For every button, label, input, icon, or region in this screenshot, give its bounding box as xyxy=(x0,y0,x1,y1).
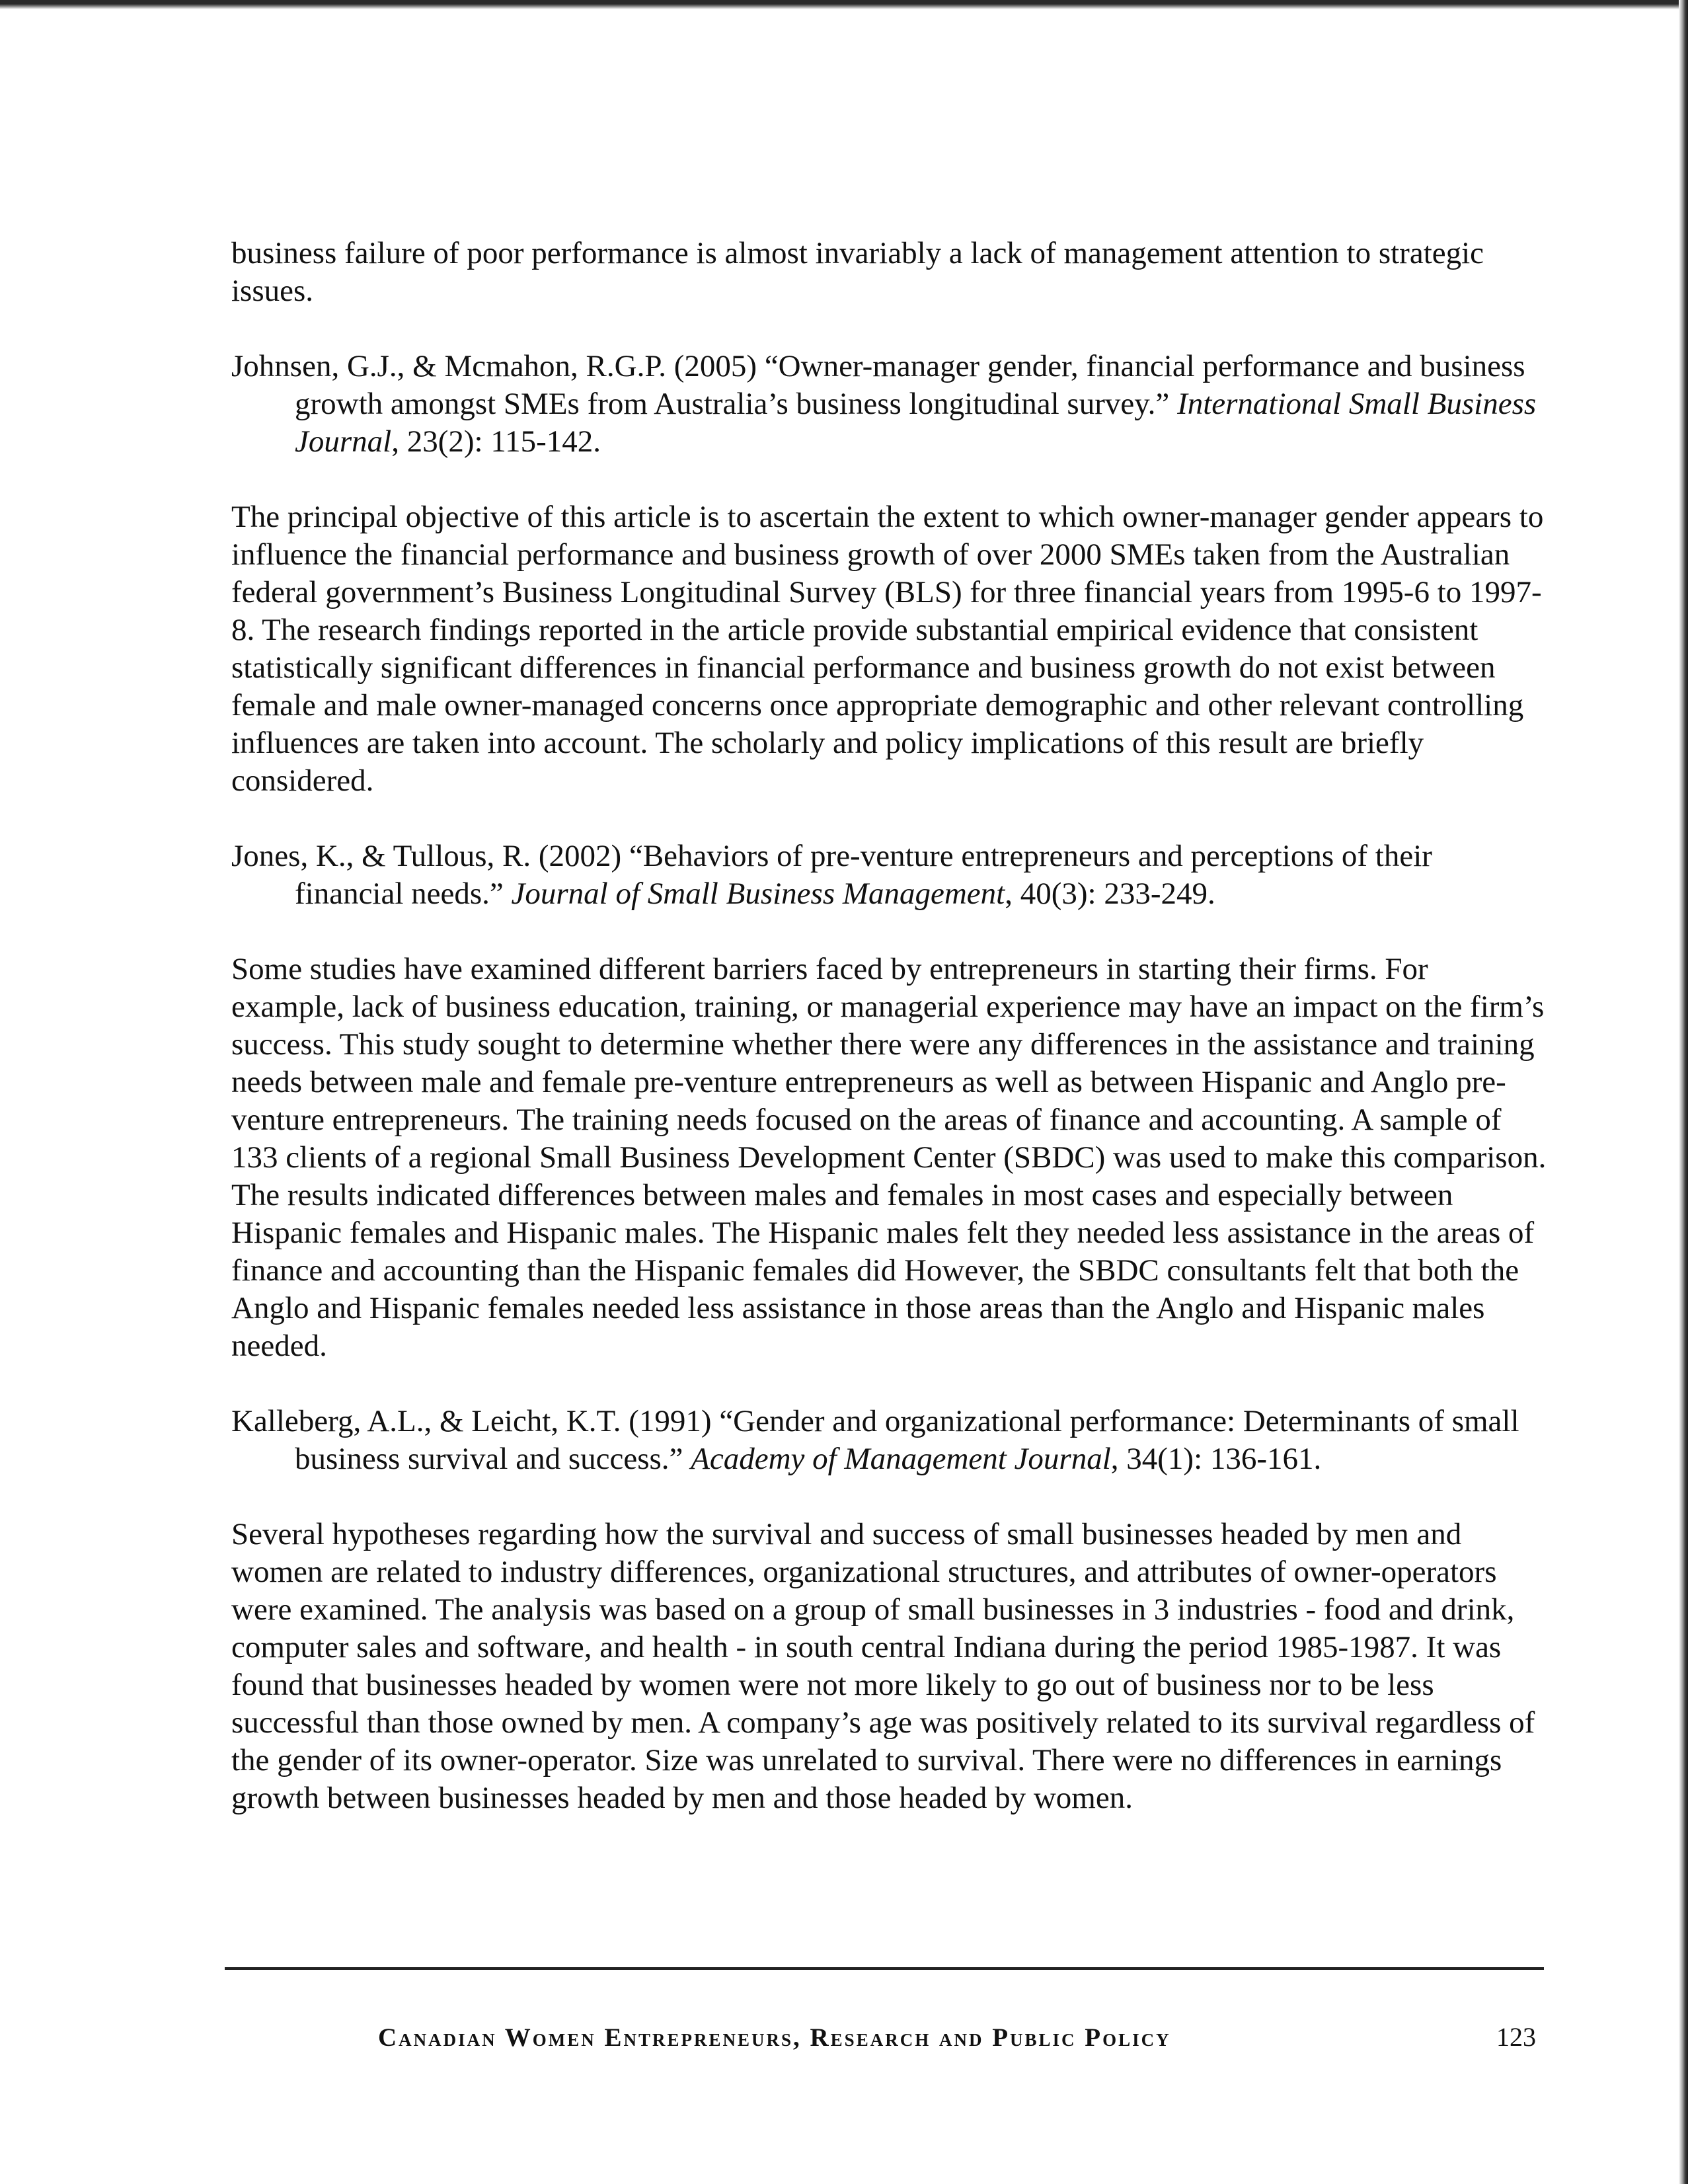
abstract-jones: Some studies have examined different barriers faced by entrepreneurs in starting their firms. For example, lack of business education, training, or managerial experience may have an impact on the firm’s success. This study sought to determine whether there were any differences in the assistance and training needs between male and female pre-venture entrepreneurs as well as between Hispanic and Anglo pre-venture entrepreneurs. The training needs focused on the areas of finance and accounting. A sample of 133 clients of a regional Small Business Development Center (SBDC) was used to make this comparison. The results indicated differences between males and females in most cases and especially between Hispanic females and Hispanic males. The Hispanic males felt they needed less assistance in the areas of finance and accounting than the Hispanic females did However, the SBDC consultants felt that both the Anglo and Hispanic females needed less assistance in those areas than the Anglo and Hispanic males needed. xyxy=(231,952,1547,1363)
reference-johnsen-journal: International Small Business Journal xyxy=(295,387,1537,459)
reference-kalleberg-lead: Kalleberg, A.L., & Leicht, K.T. (1991) “Gender and organizational performance: Determinants of small business survival and success.” xyxy=(231,1404,1519,1476)
abstract-kalleberg: Several hypotheses regarding how the survival and success of small businesses headed by men and women are related to industry differences, organizational structures, and attributes of owner-operators were examined. The analysis was based on a group of small businesses in 3 industries - food and drink, computer sales and software, and health - in south central Indiana during the period 1985-1987. It was found that businesses headed by women were not more likely to go out of business nor to be less successful than those owned by men. A company’s age was positively related to its survival regardless of the gender of its owner-operator. Size was unrelated to survival. There were no differences in earnings growth between businesses headed by men and those headed by women. xyxy=(231,1517,1535,1815)
reference-jones-lead: Jones, K., & Tullous, R. (2002) “Behaviors of pre-venture entrepreneurs and perceptions of their financial needs.” xyxy=(231,839,1432,911)
reference-jones-tail: , 40(3): 233-249. xyxy=(1005,877,1215,911)
reference-johnsen-tail: , 23(2): 115-142. xyxy=(391,424,601,459)
reference-jones xyxy=(231,838,1547,913)
page-number: 123 xyxy=(1496,2022,1536,2052)
footer-divider xyxy=(225,1967,1544,1970)
abstract-johnsen: The principal objective of this article is to ascertain the extent to which owner-manager gender appears to influence the financial performance and business growth of over 2000 SMEs taken from the Australian federal government’s Business Longitudinal Survey (BLS) for three financial years from 1995-6 to 1997-8. The research findings reported in the article provide substantial empirical evidence that consistent statistically significant differences in financial performance and business growth do not exist between female and male owner-managed concerns once appropriate demographic and other relevant controlling influences are taken into account. The scholarly and policy implications of this result are briefly considered. xyxy=(231,500,1544,798)
reference-johnsen-lead: Johnsen, G.J., & Mcmahon, R.G.P. (2005) “Owner-manager gender, financial performance and business growth amongst SMEs from Australia’s business longitudinal survey.” xyxy=(231,349,1525,421)
reference-kalleberg-journal: Academy of Management Journal xyxy=(691,1442,1111,1476)
reference-jones-journal: Journal of Small Business Management xyxy=(511,877,1005,911)
reference-kalleberg-tail: , 34(1): 136-161. xyxy=(1110,1442,1322,1476)
scan-right-edge xyxy=(1679,0,1688,2184)
scan-top-edge xyxy=(0,0,1688,9)
footer-title: Canadian Women Entrepreneurs, Research and Public Policy xyxy=(378,2023,1171,2052)
reference-kalleberg xyxy=(231,1403,1547,1478)
paragraph-continuation: business failure of poor performance is almost invariably a lack of management attention to strategic issues. xyxy=(231,236,1484,308)
page-body xyxy=(231,235,1547,1855)
reference-johnsen xyxy=(231,348,1547,461)
